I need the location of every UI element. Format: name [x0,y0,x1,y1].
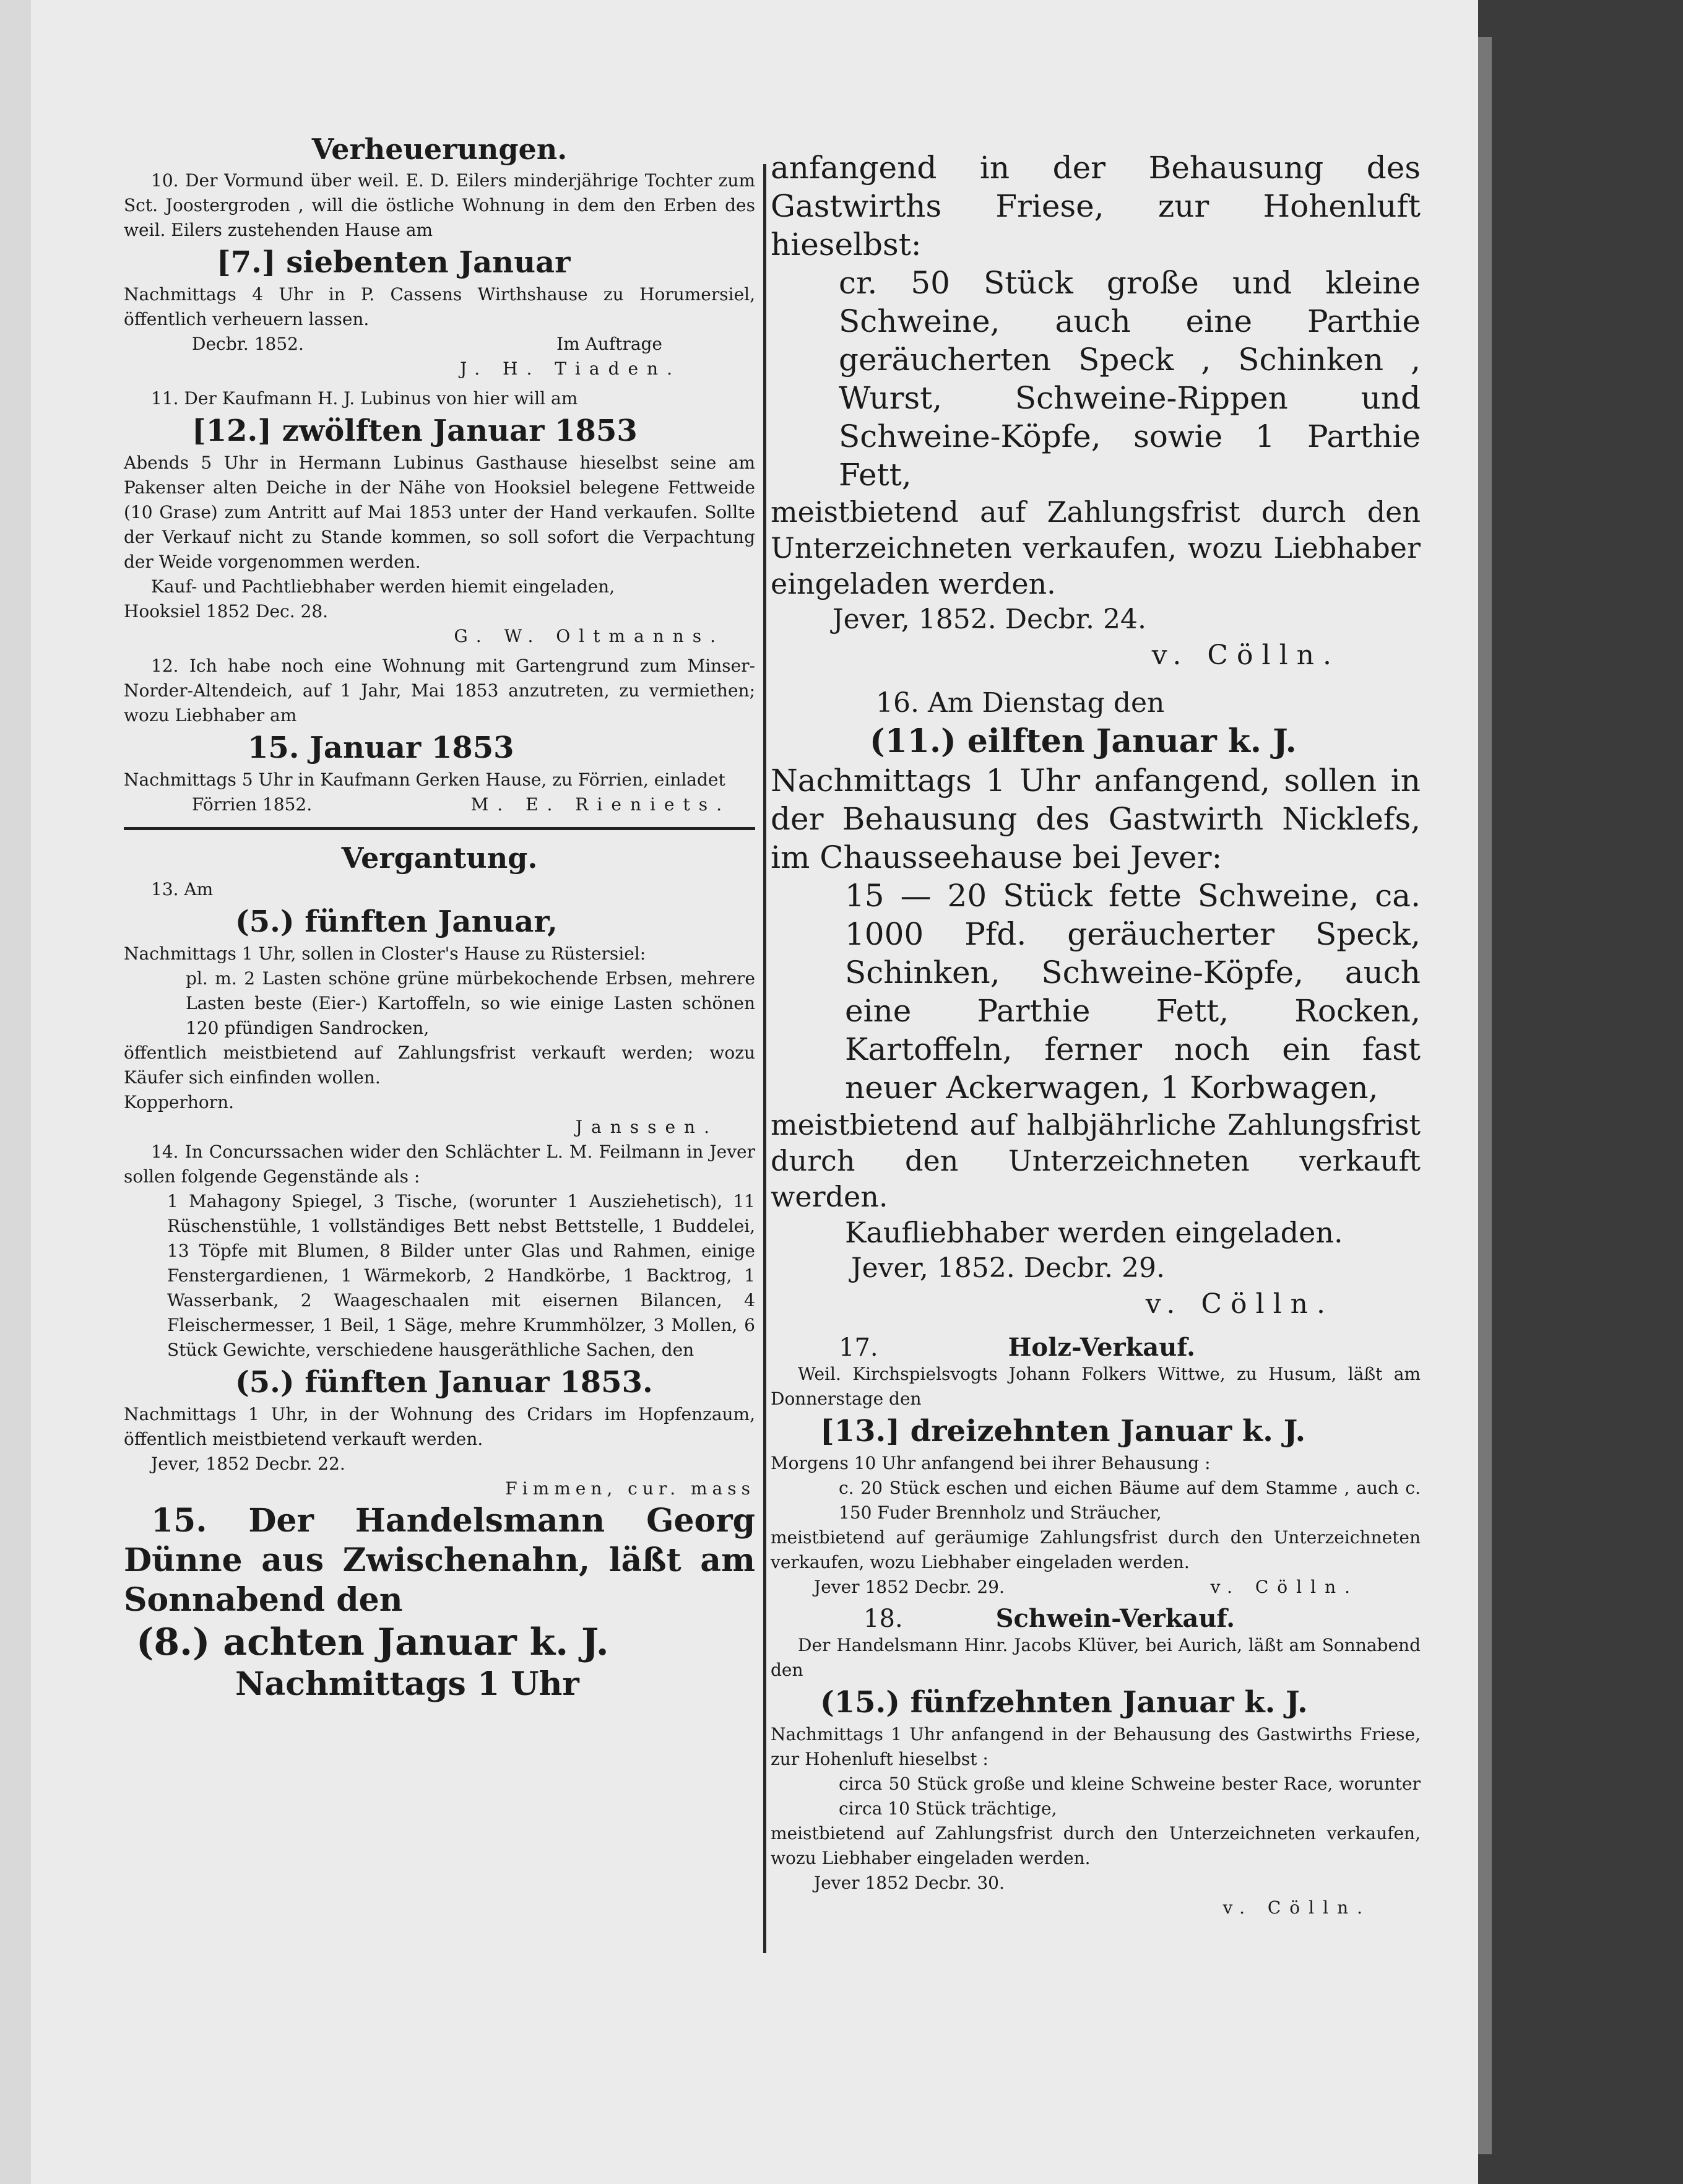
continuation-text: anfangend in der Behausung des Gastwirths Friese, zur Hohenluft hieselbst: [771,150,1421,262]
column-rule [763,164,766,1953]
notice-14-items: 1 Mahagony Spiegel, 3 Tische, (worunter 1 Ausziehetisch), 11 Rüschenstühle, 1 vollständiges Bett nebst Bettstelle, 1 Buddelei, 13 Töpfe mit Blumen, 8 Bilder unter Glas und Rahmen, einige Fenstergardienen, 1 Wärmekorb, 2 Handkörbe, 1 Backtrog, 1 Wasserbank, 2 Waageschaalen mit eisernen Bilancen, 4 Fleischermesser, 1 Beil, 1 Säge, mehre Krummhölzer, 3 Mollen, 6 Stück Gewichte, verschiedene hausgeräthliche Sachen, den [167,1191,755,1360]
right-column [771,149,1421,1920]
notice-18-signature: v. Cölln. [1222,1897,1371,1918]
notice-14-text: 14. In Concurssachen wider den Schlächter L. M. Feilmann in Jever sollen folgende Gegenstände als : [124,1142,755,1187]
notice-17-date: [13.] dreizehnten Januar k. J. [820,1414,1306,1449]
notice-17-number: 17. [839,1333,878,1362]
notice-12-date: 15. Januar 1853 [248,730,514,765]
notice-11-invitation: Kauf- und Pachtliebhaber werden hiemit eingeladen, [151,576,615,597]
notice-17-heading: Holz-Verkauf. [1008,1333,1196,1362]
continuation-place-date: Jever, 1852. Decbr. 24. [833,604,1146,635]
notice-11-signature: G. W. Oltmanns. [454,626,724,646]
notice-10-date-line: Decbr. 1852. [192,334,304,354]
section-divider [124,827,755,830]
notice-17-items: c. 20 Stück eschen und eichen Bäume auf dem Stamme , auch c. 150 Fuder Brennholz und Sträucher, [839,1478,1421,1523]
notice-17-body: Morgens 10 Uhr anfangend bei ihrer Behausung : [771,1453,1211,1473]
notice-14-place-date: Jever, 1852 Decbr. 22. [151,1454,345,1474]
notice-16-items: 15 — 20 Stück fette Schweine, ca. 1000 Pfd. geräucherter Speck, Schinken, Schweine-Köpfe, auch eine Parthie Fett, Rocken, Kartoffeln, ferner noch ein fast neuer Ackerwagen, 1 Korbwagen, [845,878,1421,1106]
notice-16-signature: v. Cölln. [1145,1288,1334,1320]
notice-12-signature: M. E. Rieniets. [470,794,730,815]
book-binding-strip [1478,37,1492,2154]
notice-18-date: (15.) fünfzehnten Januar k. J. [820,1685,1308,1720]
notice-10-body: Nachmittags 4 Uhr in P. Cassens Wirthshause zu Horumersiel, öffentlich verheuern lassen. [124,284,755,329]
notice-15-body: Nachmittags 1 Uhr [235,1665,579,1703]
notice-13-body: Nachmittags 1 Uhr, sollen in Closter's Hause zu Rüstersiel: [124,943,646,964]
notice-17-place-date: Jever 1852 Decbr. 29. [814,1577,1005,1597]
notice-14-signature: Fimmen, cur. mass [505,1478,755,1499]
notice-12-body: Nachmittags 5 Uhr in Kaufmann Gerken Hause, zu Förrien, einladet [124,769,725,790]
notice-13-date: (5.) fünften Januar, [235,904,558,939]
adjacent-page-edge [0,0,31,2184]
notice-10-date: [7.] siebenten Januar [217,245,571,280]
continuation-body: meistbietend auf Zahlungsfrist durch den Unterzeichneten verkaufen, wozu Liebhaber eingeladen werden. [771,495,1421,600]
book-binding-edge [1478,0,1683,2184]
notice-10-text: 10. Der Vormund über weil. E. D. Eilers minderjährige Tochter zum Sct. Joostergroden , will die östliche Wohnung in dem den Erben des weil. Eilers zustehenden Hause am [124,170,755,240]
notice-13-signature: Janssen. [575,1117,718,1137]
section-heading-vergantung: Vergantung. [341,841,538,875]
notice-16-body2: meistbietend auf halbjährliche Zahlungsfrist durch den Unterzeichneten verkauft werden. [771,1108,1421,1213]
notice-10-signature: J. H. Tiaden. [460,358,681,379]
notice-11-place-date: Hooksiel 1852 Dec. 28. [124,601,329,622]
continuation-items: cr. 50 Stück große und kleine Schweine, auch eine Parthie geräucherten Speck , Schinken , Wurst, Schweine-Rippen und Schweine-Köpfe, sowie 1 Parthie Fett, [839,265,1421,493]
notice-15-text: 15. Der Handelsmann Georg Dünne aus Zwischenahn, läßt am Sonnabend den [124,1502,755,1619]
notice-18-body: Nachmittags 1 Uhr anfangend in der Behausung des Gastwirths Friese, zur Hohenluft hieselbst : [771,1724,1421,1769]
notice-18-text: Der Handelsmann Hinr. Jacobs Klüver, bei Aurich, läßt am Sonnabend den [771,1635,1421,1680]
notice-17-text: Weil. Kirchspielsvogts Johann Folkers Wittwe, zu Husum, läßt am Donnerstage den [771,1364,1421,1409]
notice-11-date: [12.] zwölften Januar 1853 [192,414,638,448]
notice-10-signature-row [124,332,755,357]
notice-16-invitation: Kaufliebhaber werden eingeladen. [845,1216,1343,1249]
notice-17-signature: v. Cölln. [1210,1577,1359,1597]
notice-12-text: 12. Ich habe noch eine Wohnung mit Gartengrund zum Minser- Norder-Altendeich, auf 1 Jahr, Mai 1853 anzutreten, zu vermiethen; wozu Liebhaber am [124,656,755,726]
notice-12-signature-row [124,792,755,817]
notice-13-body2: öffentlich meistbietend auf Zahlungsfrist verkauft werden; wozu Käufer sich einfinden wollen. [124,1042,755,1088]
notice-17-body2: meistbietend auf geräumige Zahlungsfrist durch den Unterzeichneten verkaufen, wozu Liebhaber eingeladen werden. [771,1527,1421,1572]
notice-17-header [771,1333,1421,1362]
notice-16-place-date: Jever, 1852. Decbr. 29. [851,1252,1165,1284]
notice-13-text: 13. Am [151,879,214,899]
continuation-signature: v. Cölln. [1151,639,1340,671]
notice-12-place-date: Förrien 1852. [192,794,313,815]
notice-14-body: Nachmittags 1 Uhr, in der Wohnung des Cridars im Hopfenzaum, öffentlich meistbietend verkauft werden. [124,1404,755,1449]
notice-16-body: Nachmittags 1 Uhr anfangend, sollen in der Behausung des Gastwirth Nicklefs, im Chausseehause bei Jever: [771,763,1421,875]
notice-18-place-date: Jever 1852 Decbr. 30. [814,1873,1005,1893]
notice-18-heading: Schwein-Verkauf. [995,1604,1235,1633]
notice-18-header [771,1605,1421,1633]
notice-13-place: Kopperhorn. [124,1092,235,1112]
newspaper-page [31,0,1478,2184]
notice-11-body: Abends 5 Uhr in Hermann Lubinus Gasthause hieselbst seine am Pakenser alten Deiche in der Nähe von Hooksiel belegene Fettweide (10 Grase) zum Antritt auf Mai 1853 unter der Hand verkaufen. Sollte der Verkauf nicht zu Stande kommen, so soll sofort die Verpachtung der Weide vorgenommen werden. [124,453,755,572]
notice-13-items: pl. m. 2 Lasten schöne grüne mürbekochende Erbsen, mehrere Lasten beste (Eier-) Kartoffeln, so wie einige Lasten schönen 120 pfündigen Sandrocken, [186,968,755,1038]
notice-17-signature-row [771,1575,1421,1600]
notice-11-text: 11. Der Kaufmann H. J. Lubinus von hier will am [151,388,578,409]
notice-10-role: Im Auftrage [556,334,662,354]
notice-16-date: (11.) eilften Januar k. J. [870,722,1297,760]
notice-14-date: (5.) fünften Januar 1853. [235,1365,653,1400]
left-column [124,130,755,1704]
notice-16-text: 16. Am Dienstag den [876,687,1165,719]
notice-18-number: 18. [863,1605,903,1633]
section-heading-verheuerungen: Verheuerungen. [311,132,568,166]
notice-18-items: circa 50 Stück große und kleine Schweine bester Race, worunter circa 10 Stück trächtige, [839,1774,1421,1819]
notice-15-date: (8.) achten Januar k. J. [136,1621,609,1664]
notice-18-body2: meistbietend auf Zahlungsfrist durch den Unterzeichneten verkaufen, wozu Liebhaber eingeladen werden. [771,1823,1421,1868]
